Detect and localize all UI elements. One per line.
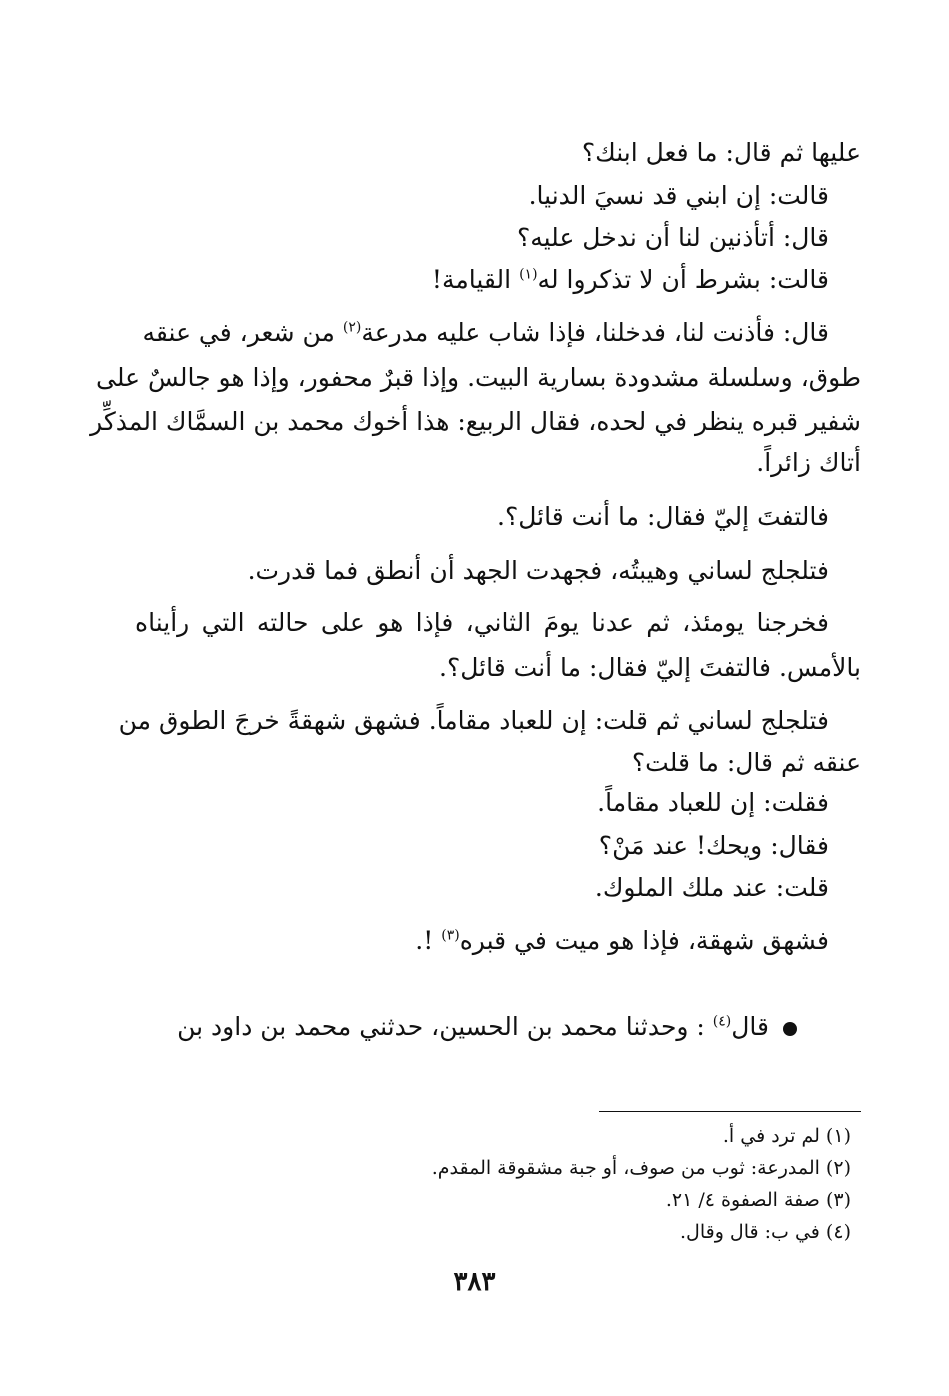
line-text: فتلجلج لساني ثم قلت: إن للعباد مقاماً. فشهق شهقةً خرجَ الطوق من <box>118 706 829 735</box>
footnote <box>135 1185 851 1216</box>
line-text: القيامة! <box>431 265 512 294</box>
text-line <box>135 865 829 911</box>
page-number: ٣٨٣ <box>453 1267 496 1297</box>
line-text: شفير قبره ينظر في لحده، فقال الربيع: هذا أخوك محمد بن السمَّاك المذكِّر <box>90 407 861 436</box>
footnote-text: (٣) صفة الصفوة ٤/ ٢١. <box>665 1189 851 1211</box>
line-text: عليها ثم قال: ما فعل ابنك؟ <box>581 138 861 167</box>
line-text: قلت: عند ملك الملوك. <box>594 873 829 902</box>
text-line <box>135 1004 797 1050</box>
line-text: فتلجلج لساني وهيبتُه، فجهدت الجهد أن أنطق فما قدرت. <box>247 556 829 585</box>
line-text: : وحدثنا محمد بن الحسين، حدثني محمد بن داود بن <box>177 1012 705 1041</box>
bullet-icon <box>783 1022 797 1036</box>
text-line <box>135 215 829 261</box>
text-line <box>135 645 861 691</box>
line-text: قال: أتأذنين لنا أن ندخل عليه؟ <box>516 223 829 252</box>
footnote-separator <box>599 1111 861 1112</box>
footnote-text: (١) لم ترد في أ. <box>722 1125 851 1147</box>
line-text: طوق، وسلسلة مشدودة بسارية البيت. وإذا قبرٌ محفور، وإذا هو جالسٌ على <box>96 363 861 392</box>
line-text: فشهق شهقة، فإذا هو ميت في قبره <box>459 926 829 955</box>
line-text: قال: فأذنت لنا، فدخلنا، فإذا شاب عليه مدرعة <box>361 318 829 347</box>
text-line <box>135 548 829 594</box>
text-line <box>135 494 829 540</box>
text-line <box>135 440 861 486</box>
text-line <box>118 698 829 744</box>
line-text: قالت: إن ابني قد نسيَ الدنيا. <box>528 181 829 210</box>
footnote <box>135 1153 851 1184</box>
footnote-ref: (٤) <box>712 1013 732 1030</box>
text-line <box>135 600 829 646</box>
text-line <box>135 823 829 869</box>
line-text: عنقه ثم قال: ما قلت؟ <box>631 748 861 777</box>
text-line <box>90 399 861 445</box>
text-line <box>135 780 829 826</box>
text-line <box>135 173 829 219</box>
line-text: فقلت: إن للعباد مقاماً. <box>597 788 829 817</box>
footnote <box>135 1121 851 1152</box>
text-line <box>135 310 829 356</box>
line-text: أتاك زائراً. <box>756 448 861 477</box>
line-text: بالأمس. فالتفتَ إليّ فقال: ما أنت قائل؟. <box>439 653 861 682</box>
text-line <box>135 918 829 964</box>
text-line <box>96 355 861 401</box>
footnote <box>135 1217 851 1248</box>
line-text: من شعر، في عنقه <box>142 318 335 347</box>
footnote-ref: (٣) <box>441 927 460 944</box>
footnote-ref: (٢) <box>342 319 362 336</box>
line-text: فخرجنا يومئذ، ثم عدنا يومَ الثاني، فإذا هو على حالته التي رأيناه <box>135 608 829 637</box>
line-text: قالت: بشرط أن لا تذكروا له <box>537 265 829 294</box>
line-text: فقال: ويحك! عند مَنْ؟ <box>598 831 829 860</box>
text-line <box>135 257 829 303</box>
footnote-text: (٢) المدرعة: ثوب من صوف، أو جبة مشقوقة المقدم. <box>431 1157 851 1179</box>
line-text: فالتفتَ إليّ فقال: ما أنت قائل؟. <box>497 502 829 531</box>
footnote-text: (٤) في ب: قال وقال. <box>680 1221 851 1243</box>
text-line <box>135 130 861 176</box>
footnote-ref: (١) <box>519 266 538 283</box>
line-text: !. <box>415 926 434 955</box>
line-text: قال <box>731 1012 769 1041</box>
